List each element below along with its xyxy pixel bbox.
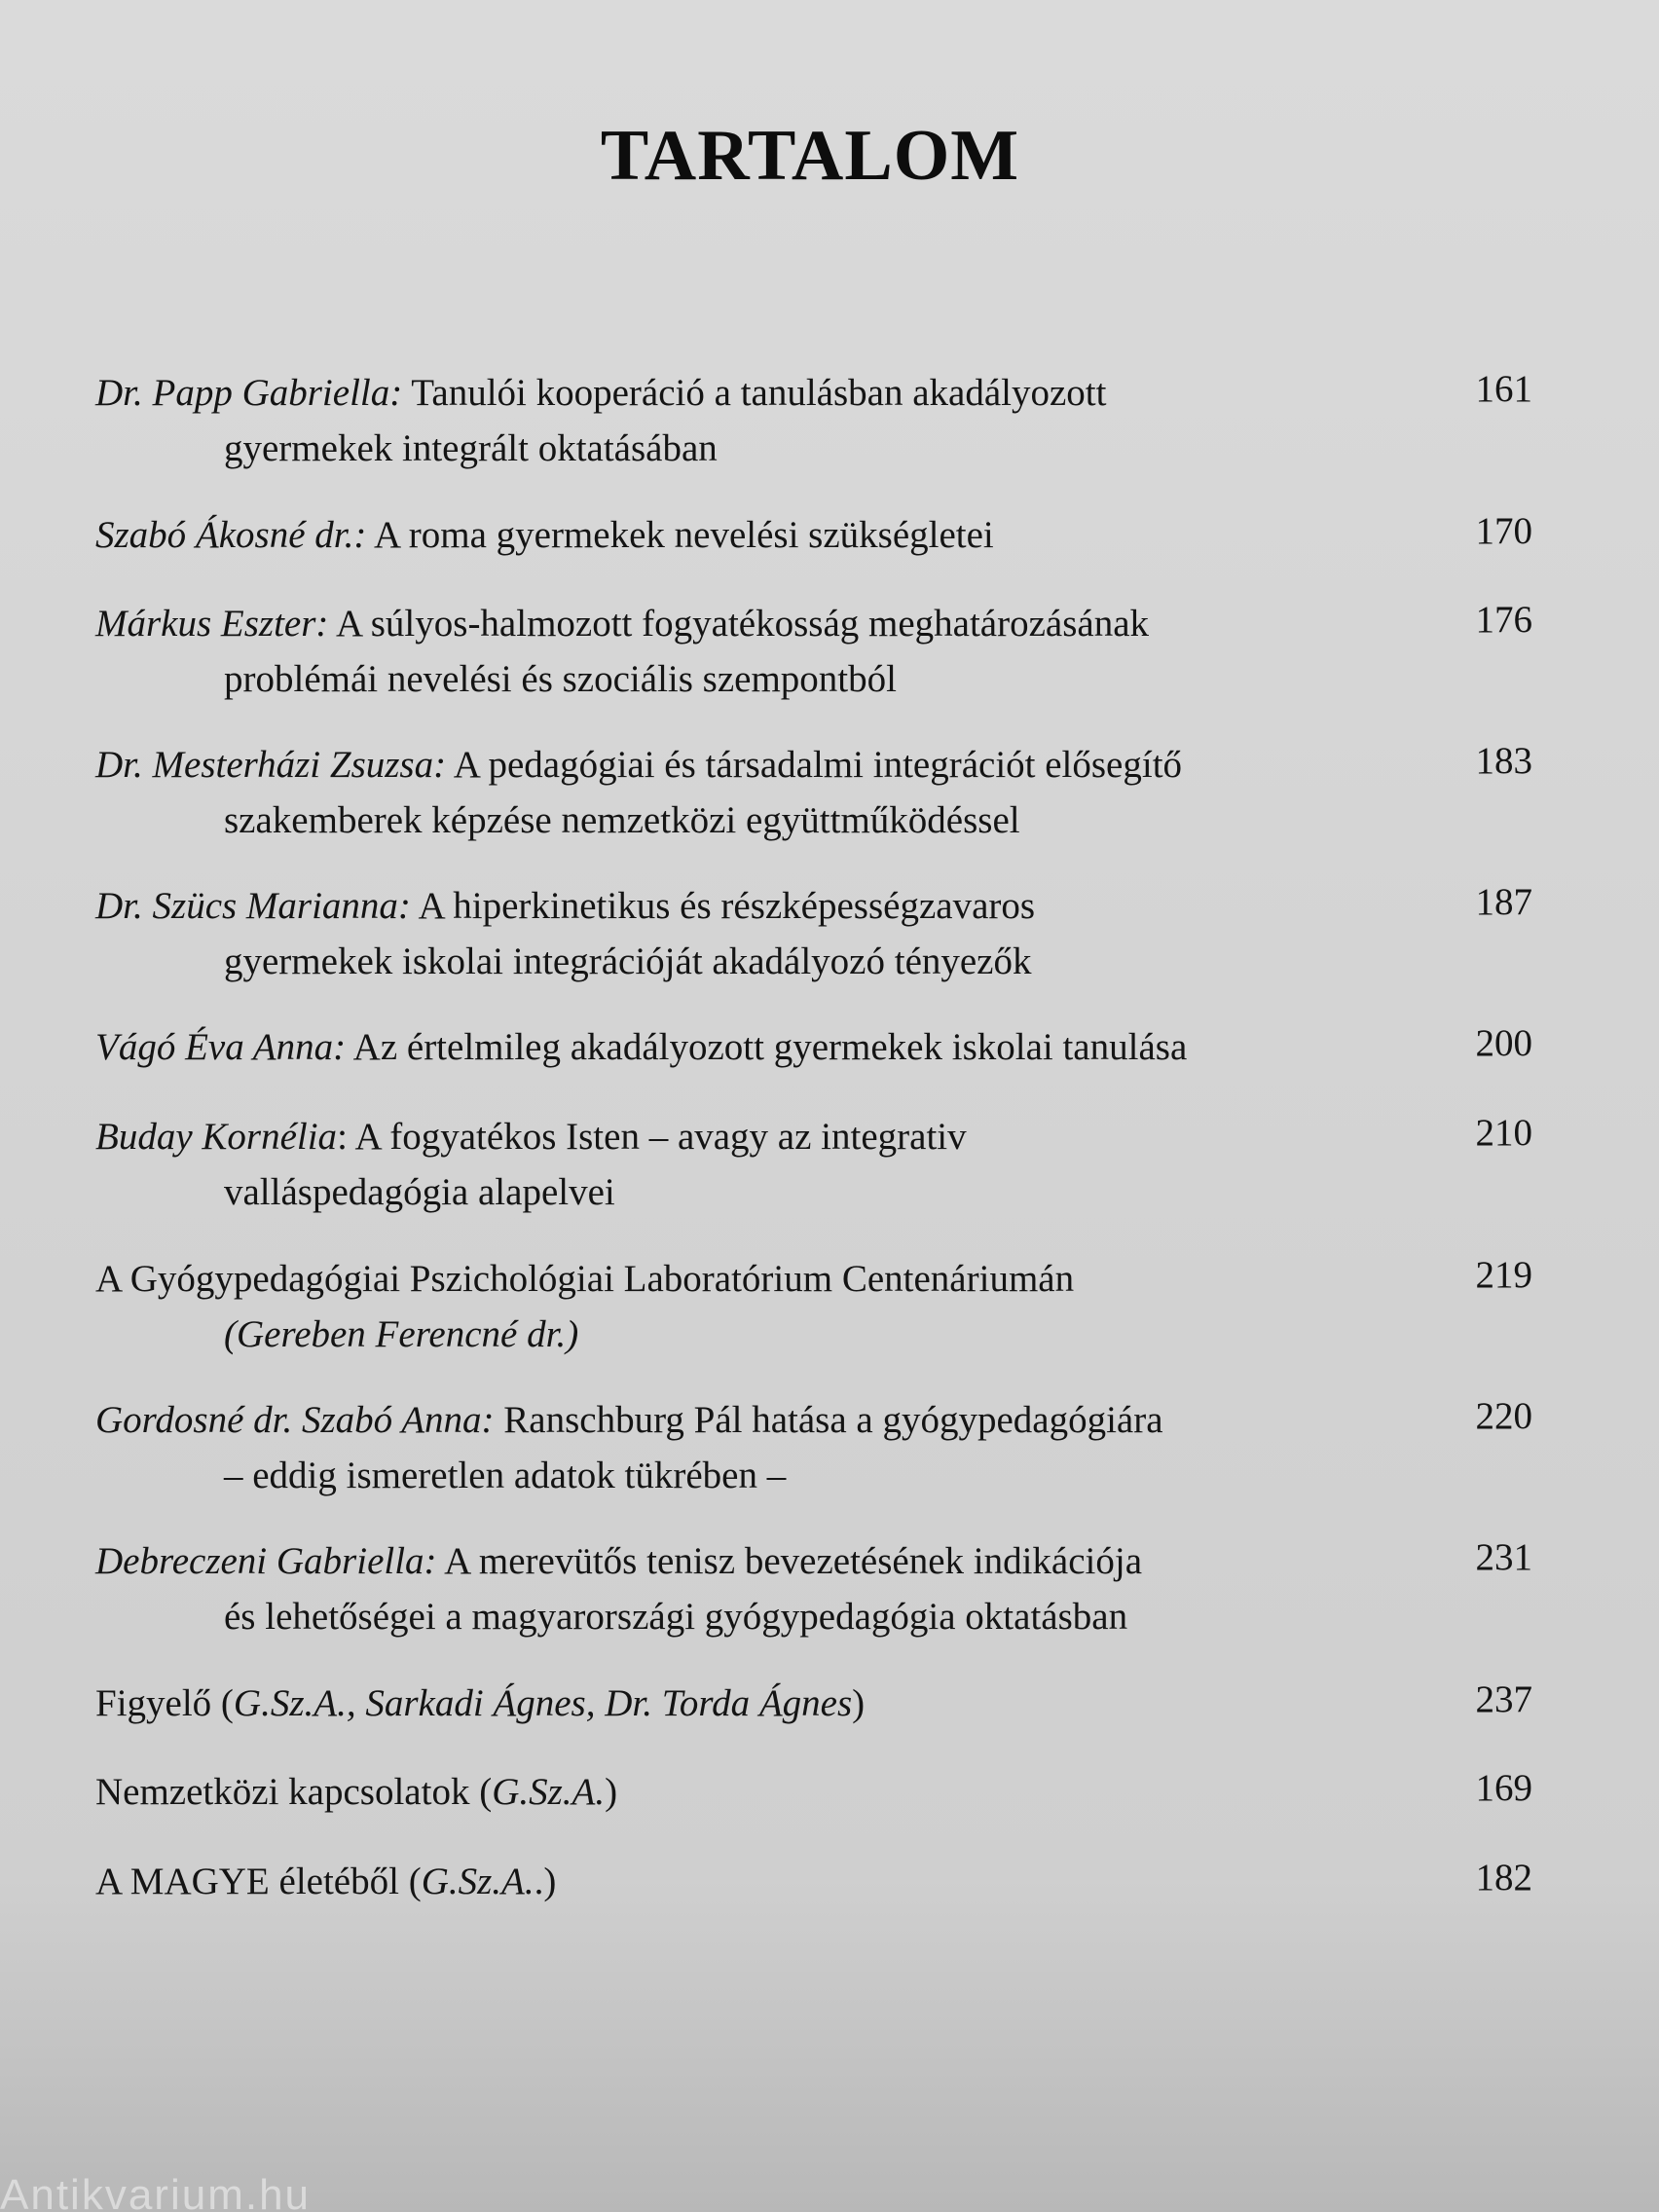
toc-entry: [95, 1533, 1532, 1644]
toc-title-end: ): [852, 1682, 866, 1724]
toc-page-number: 161: [1475, 368, 1532, 410]
toc-author: Gordosné dr. Szabó Anna:: [95, 1399, 495, 1441]
toc-entry: [95, 596, 1532, 707]
toc-entry-line: [95, 1676, 1532, 1731]
toc-entry-line: [95, 737, 1532, 793]
toc-page-number: 187: [1475, 881, 1532, 923]
toc-author: Vágó Éva Anna:: [95, 1026, 347, 1068]
watermark: Antikvarium.hu: [0, 2171, 312, 2212]
toc-entry-line: [95, 596, 1532, 651]
toc-author: G.Sz.A., Sarkadi Ágnes, Dr. Torda Ágnes: [233, 1682, 853, 1724]
toc-page-number: 183: [1475, 740, 1532, 782]
toc-title-continuation: szakemberek képzése nemzetközi együttműködéssel: [224, 799, 1020, 841]
toc-author: (Gereben Ferencné dr.): [224, 1313, 579, 1355]
toc-author: Dr. Mesterházi Zsuzsa:: [95, 744, 447, 786]
toc-page-number: 170: [1475, 510, 1532, 552]
toc-author: Debreczeni Gabriella:: [95, 1540, 437, 1582]
toc-entry: [95, 878, 1532, 989]
toc-entry: [95, 1392, 1532, 1503]
toc-title: A Gyógypedagógiai Pszichológiai Laboratórium Centenáriumán: [95, 1258, 1075, 1300]
toc-title-continuation: valláspedagógia alapelvei: [224, 1171, 615, 1213]
toc-entry: [95, 1676, 1532, 1731]
toc-page-number: 200: [1475, 1022, 1532, 1064]
toc-entry: [95, 1764, 1532, 1820]
toc-page-number: 182: [1475, 1857, 1532, 1899]
page-title: TARTALOM: [600, 116, 1020, 196]
toc-title: A hiperkinetikus és részképességzavaros: [410, 885, 1036, 927]
toc-author: Buday Kornélia: [95, 1116, 338, 1158]
toc-title-continuation: gyermekek iskolai integrációját akadályozó tényezők: [224, 940, 1032, 982]
toc-title-continuation: problémái nevelési és szociális szempontból: [224, 658, 897, 700]
toc-author: G.Sz.A.: [492, 1771, 606, 1813]
toc-title: A pedagógiai és társadalmi integrációt elősegítő: [446, 744, 1183, 786]
toc-title: A MAGYE életéből (: [95, 1861, 422, 1902]
toc-entry: [95, 1109, 1532, 1220]
toc-title-continuation: gyermekek integrált oktatásában: [224, 427, 718, 469]
toc-entry: [95, 365, 1532, 476]
toc-page-number: 231: [1475, 1536, 1532, 1578]
toc-title-end: .): [534, 1861, 557, 1902]
toc-author: Dr. Papp Gabriella:: [95, 372, 403, 414]
toc-page-number: 176: [1475, 599, 1532, 641]
toc-title: A roma gyermekek nevelési szükségletei: [366, 514, 994, 556]
toc-page-number: 210: [1475, 1112, 1532, 1154]
toc-page-number: 169: [1475, 1767, 1532, 1809]
toc-title: Tanulói kooperáció a tanulásban akadályozott: [402, 372, 1107, 414]
toc-page-number: 237: [1475, 1678, 1532, 1720]
toc-entry: [95, 1854, 1532, 1909]
toc-entry-line: [95, 1392, 1532, 1448]
toc-title-end: ): [605, 1771, 618, 1813]
toc-author: Szabó Ákosné dr.:: [95, 514, 367, 556]
toc-title-continuation: és lehetőségei a magyarországi gyógypedagógia oktatásban: [224, 1596, 1128, 1638]
toc-title: Nemzetközi kapcsolatok (: [95, 1771, 493, 1813]
toc-page-number: 219: [1475, 1254, 1532, 1296]
toc-entry: [95, 507, 1532, 563]
toc-author: G.Sz.A.: [421, 1861, 535, 1902]
toc-entry-line: [95, 1764, 1532, 1820]
toc-entry-line: [95, 1854, 1532, 1909]
toc-entry: [95, 737, 1532, 848]
toc-title: Az értelmileg akadályozott gyermekek iskolai tanulása: [346, 1026, 1188, 1068]
toc-title: A súlyos-halmozott fogyatékosság meghatározásának: [328, 603, 1150, 645]
toc-entry-line: [95, 1533, 1532, 1589]
toc-entry-line: [95, 878, 1532, 934]
toc-entry: [95, 1019, 1532, 1075]
toc-entry-line: [95, 1109, 1532, 1164]
toc-entry-line: [95, 1019, 1532, 1075]
toc-title: : A fogyatékos Isten – avagy az integrativ: [337, 1116, 967, 1158]
toc-entry-line: [95, 365, 1532, 421]
toc-title: Ranschburg Pál hatása a gyógypedagógiára: [494, 1399, 1163, 1441]
toc-title-continuation: – eddig ismeretlen adatok tükrében –: [224, 1455, 787, 1496]
toc-entry-line: [95, 507, 1532, 563]
toc-page-number: 220: [1475, 1395, 1532, 1437]
toc-entry: [95, 1251, 1532, 1362]
toc-title: A merevütős tenisz bevezetésének indikációja: [436, 1540, 1143, 1582]
toc-author: Márkus Eszter:: [95, 603, 329, 645]
toc-title: Figyelő (: [95, 1682, 234, 1724]
toc-author: Dr. Szücs Marianna:: [95, 885, 411, 927]
